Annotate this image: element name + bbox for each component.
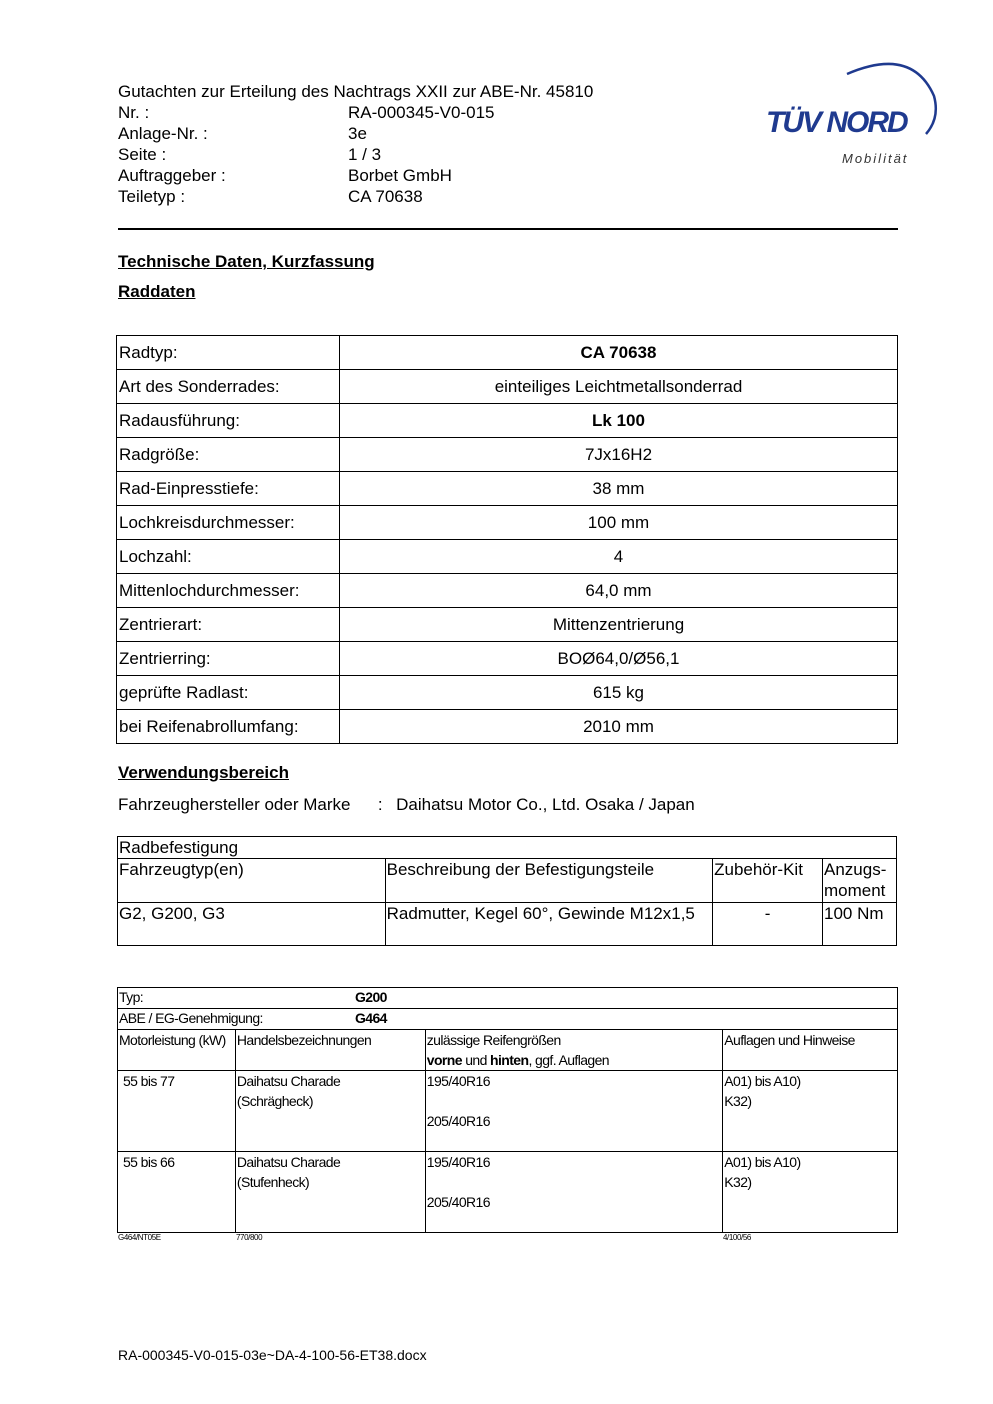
reifen-cell xyxy=(425,1152,722,1233)
header-value: 3e xyxy=(348,124,367,143)
table-row xyxy=(117,404,898,438)
column-header: Handelsbezeichnungen xyxy=(235,1030,425,1071)
raddaten-label: Zentrierart: xyxy=(117,608,340,642)
auflage-line2: K32) xyxy=(724,1093,752,1109)
raddaten-value: 100 mm xyxy=(340,506,898,540)
raddaten-label: geprüfte Radlast: xyxy=(117,676,340,710)
header-value: 1 / 3 xyxy=(348,145,382,164)
table-row xyxy=(117,336,898,370)
hersteller-value: Daihatsu Motor Co., Ltd. Osaka / Japan xyxy=(396,795,695,814)
tire-size: 205/40R16 xyxy=(426,1194,490,1210)
table-row xyxy=(117,710,898,744)
auflagen-cell xyxy=(723,1152,898,1233)
table-row xyxy=(118,1009,898,1030)
motor-cell: 55 bis 77 xyxy=(118,1071,236,1152)
table-row xyxy=(117,574,898,608)
tire-size: 195/40R16 xyxy=(426,1154,490,1170)
raddaten-value: Lk 100 xyxy=(340,404,898,438)
raddaten-label: Art des Sonderrades: xyxy=(117,370,340,404)
raddaten-value: 38 mm xyxy=(340,472,898,506)
motor-cell: 55 bis 66 xyxy=(118,1152,236,1233)
table-row xyxy=(117,438,898,472)
reifen-cell xyxy=(425,1071,722,1152)
header-label: Nr. : xyxy=(118,103,150,122)
raddaten-value: Mittenzentrierung xyxy=(340,608,898,642)
table-row xyxy=(117,472,898,506)
raddaten-value: 7Jx16H2 xyxy=(340,438,898,472)
section-title-technische-daten: Technische Daten, Kurzfassung xyxy=(118,252,375,271)
raddaten-label: Mittenlochdurchmesser: xyxy=(117,574,340,608)
table-row xyxy=(118,1030,898,1071)
column-header-reifen xyxy=(425,1030,722,1071)
befestigung-title: Radbefestigung xyxy=(118,837,897,859)
raddaten-label: Lochkreisdurchmesser: xyxy=(117,506,340,540)
column-header: Motorleistung (kW) xyxy=(118,1030,236,1071)
handel-line1: Daihatsu Charade xyxy=(236,1154,341,1170)
header-value: CA 70638 xyxy=(348,187,423,206)
table-row xyxy=(117,370,898,404)
reifen-rest: , ggf. Auflagen xyxy=(528,1052,609,1068)
tire-size: 205/40R16 xyxy=(426,1113,490,1129)
raddaten-label: Zentrierring: xyxy=(117,642,340,676)
reifen-und: und xyxy=(461,1052,491,1068)
befestigung-moment: 100 Nm xyxy=(823,903,897,946)
handel-line1: Daihatsu Charade xyxy=(236,1073,341,1089)
table-row xyxy=(118,988,898,1009)
header-label: Teiletyp : xyxy=(118,187,186,206)
reifen-hinten: hinten xyxy=(490,1052,529,1068)
reifen-vorne: vorne xyxy=(426,1052,462,1068)
raddaten-value: einteiliges Leichtmetallsonderrad xyxy=(340,370,898,404)
table-row xyxy=(117,540,898,574)
handel-line2: (Schrägheck) xyxy=(236,1093,313,1109)
table-row xyxy=(117,608,898,642)
logo-text: TÜV NORD xyxy=(766,106,907,139)
typ-value: G200 xyxy=(355,989,387,1005)
document-filename: RA-000345-V0-015-03e~DA-4-100-56-ET38.docx xyxy=(118,1347,427,1363)
auflage-line2: K32) xyxy=(724,1174,752,1190)
header-row-seite xyxy=(118,144,658,165)
raddaten-value: 2010 mm xyxy=(340,710,898,744)
header-divider xyxy=(118,228,898,230)
document-header xyxy=(118,81,658,207)
auflagen-cell xyxy=(723,1071,898,1152)
column-header: Beschreibung der Befestigungsteile xyxy=(385,859,712,903)
header-value: RA-000345-V0-015 xyxy=(348,103,495,122)
header-label: Seite : xyxy=(118,145,167,164)
typ-table xyxy=(117,987,898,1233)
befestigung-typ: G2, G200, G3 xyxy=(118,903,386,946)
hersteller-separator: : xyxy=(377,795,383,814)
tuev-nord-logo xyxy=(762,56,942,172)
raddaten-table xyxy=(116,335,898,744)
raddaten-label: bei Reifenabrollumfang: xyxy=(117,710,340,744)
raddaten-label: Lochzahl: xyxy=(117,540,340,574)
table-row xyxy=(117,676,898,710)
abe-value: G464 xyxy=(355,1010,387,1026)
table-row xyxy=(118,1152,898,1233)
header-row-auftraggeber xyxy=(118,165,658,186)
table-row xyxy=(118,903,897,946)
table-row xyxy=(118,1071,898,1152)
raddaten-label: Rad-Einpresstiefe: xyxy=(117,472,340,506)
befestigung-beschreibung: Radmutter, Kegel 60°, Gewinde M12x1,5 xyxy=(385,903,712,946)
footer-code-mid: 770/800 xyxy=(236,1233,263,1242)
footer-code-left: G464/NT05E xyxy=(118,1233,161,1242)
footer-code-right: 4/100/56 xyxy=(723,1233,751,1242)
column-header: Auflagen und Hinweise xyxy=(723,1030,898,1071)
handel-line2: (Stufenheck) xyxy=(236,1174,310,1190)
column-header: Zubehör-Kit xyxy=(713,859,823,903)
raddaten-label: Radausführung: xyxy=(117,404,340,438)
header-row-teiletyp xyxy=(118,186,658,207)
handel-cell xyxy=(235,1152,425,1233)
header-row-anlage xyxy=(118,123,658,144)
raddaten-label: Radgröße: xyxy=(117,438,340,472)
auflage-line1: A01) bis A10) xyxy=(724,1154,801,1170)
abe-label: ABE / EG-Genehmigung: xyxy=(119,1010,263,1026)
typ-label: Typ: xyxy=(119,989,144,1005)
reifen-header-line1: zulässige Reifengrößen xyxy=(426,1032,561,1048)
auflage-line1: A01) bis A10) xyxy=(724,1073,801,1089)
handel-cell xyxy=(235,1071,425,1152)
table-row xyxy=(117,506,898,540)
header-value: Borbet GmbH xyxy=(348,166,452,185)
radbefestigung-table xyxy=(117,836,897,946)
raddaten-value: 64,0 mm xyxy=(340,574,898,608)
fahrzeughersteller-line xyxy=(118,795,695,815)
header-label: Anlage-Nr. : xyxy=(118,124,208,143)
logo-subtitle: Mobilität xyxy=(842,151,909,166)
header-row-nr xyxy=(118,102,658,123)
table-row xyxy=(118,859,897,903)
table-row xyxy=(118,837,897,859)
typ-row xyxy=(118,988,898,1009)
abe-row xyxy=(118,1009,898,1030)
header-label: Auftraggeber : xyxy=(118,166,226,185)
raddaten-value: BOØ64,0/Ø56,1 xyxy=(340,642,898,676)
section-title-raddaten: Raddaten xyxy=(118,282,196,301)
column-header: Fahrzeugtyp(en) xyxy=(118,859,386,903)
raddaten-label: Radtyp: xyxy=(117,336,340,370)
befestigung-kit: - xyxy=(713,903,823,946)
hersteller-label: Fahrzeughersteller oder Marke xyxy=(118,795,351,814)
raddaten-value: 615 kg xyxy=(340,676,898,710)
column-header: Anzugs-moment xyxy=(823,859,897,903)
raddaten-value: CA 70638 xyxy=(340,336,898,370)
table-row xyxy=(117,642,898,676)
document-title: Gutachten zur Erteilung des Nachtrags XXII zur ABE-Nr. 45810 xyxy=(118,82,594,101)
reifen-header-line2 xyxy=(427,1050,721,1070)
tire-size: 195/40R16 xyxy=(426,1073,490,1089)
section-title-verwendungsbereich: Verwendungsbereich xyxy=(118,763,289,782)
raddaten-value: 4 xyxy=(340,540,898,574)
